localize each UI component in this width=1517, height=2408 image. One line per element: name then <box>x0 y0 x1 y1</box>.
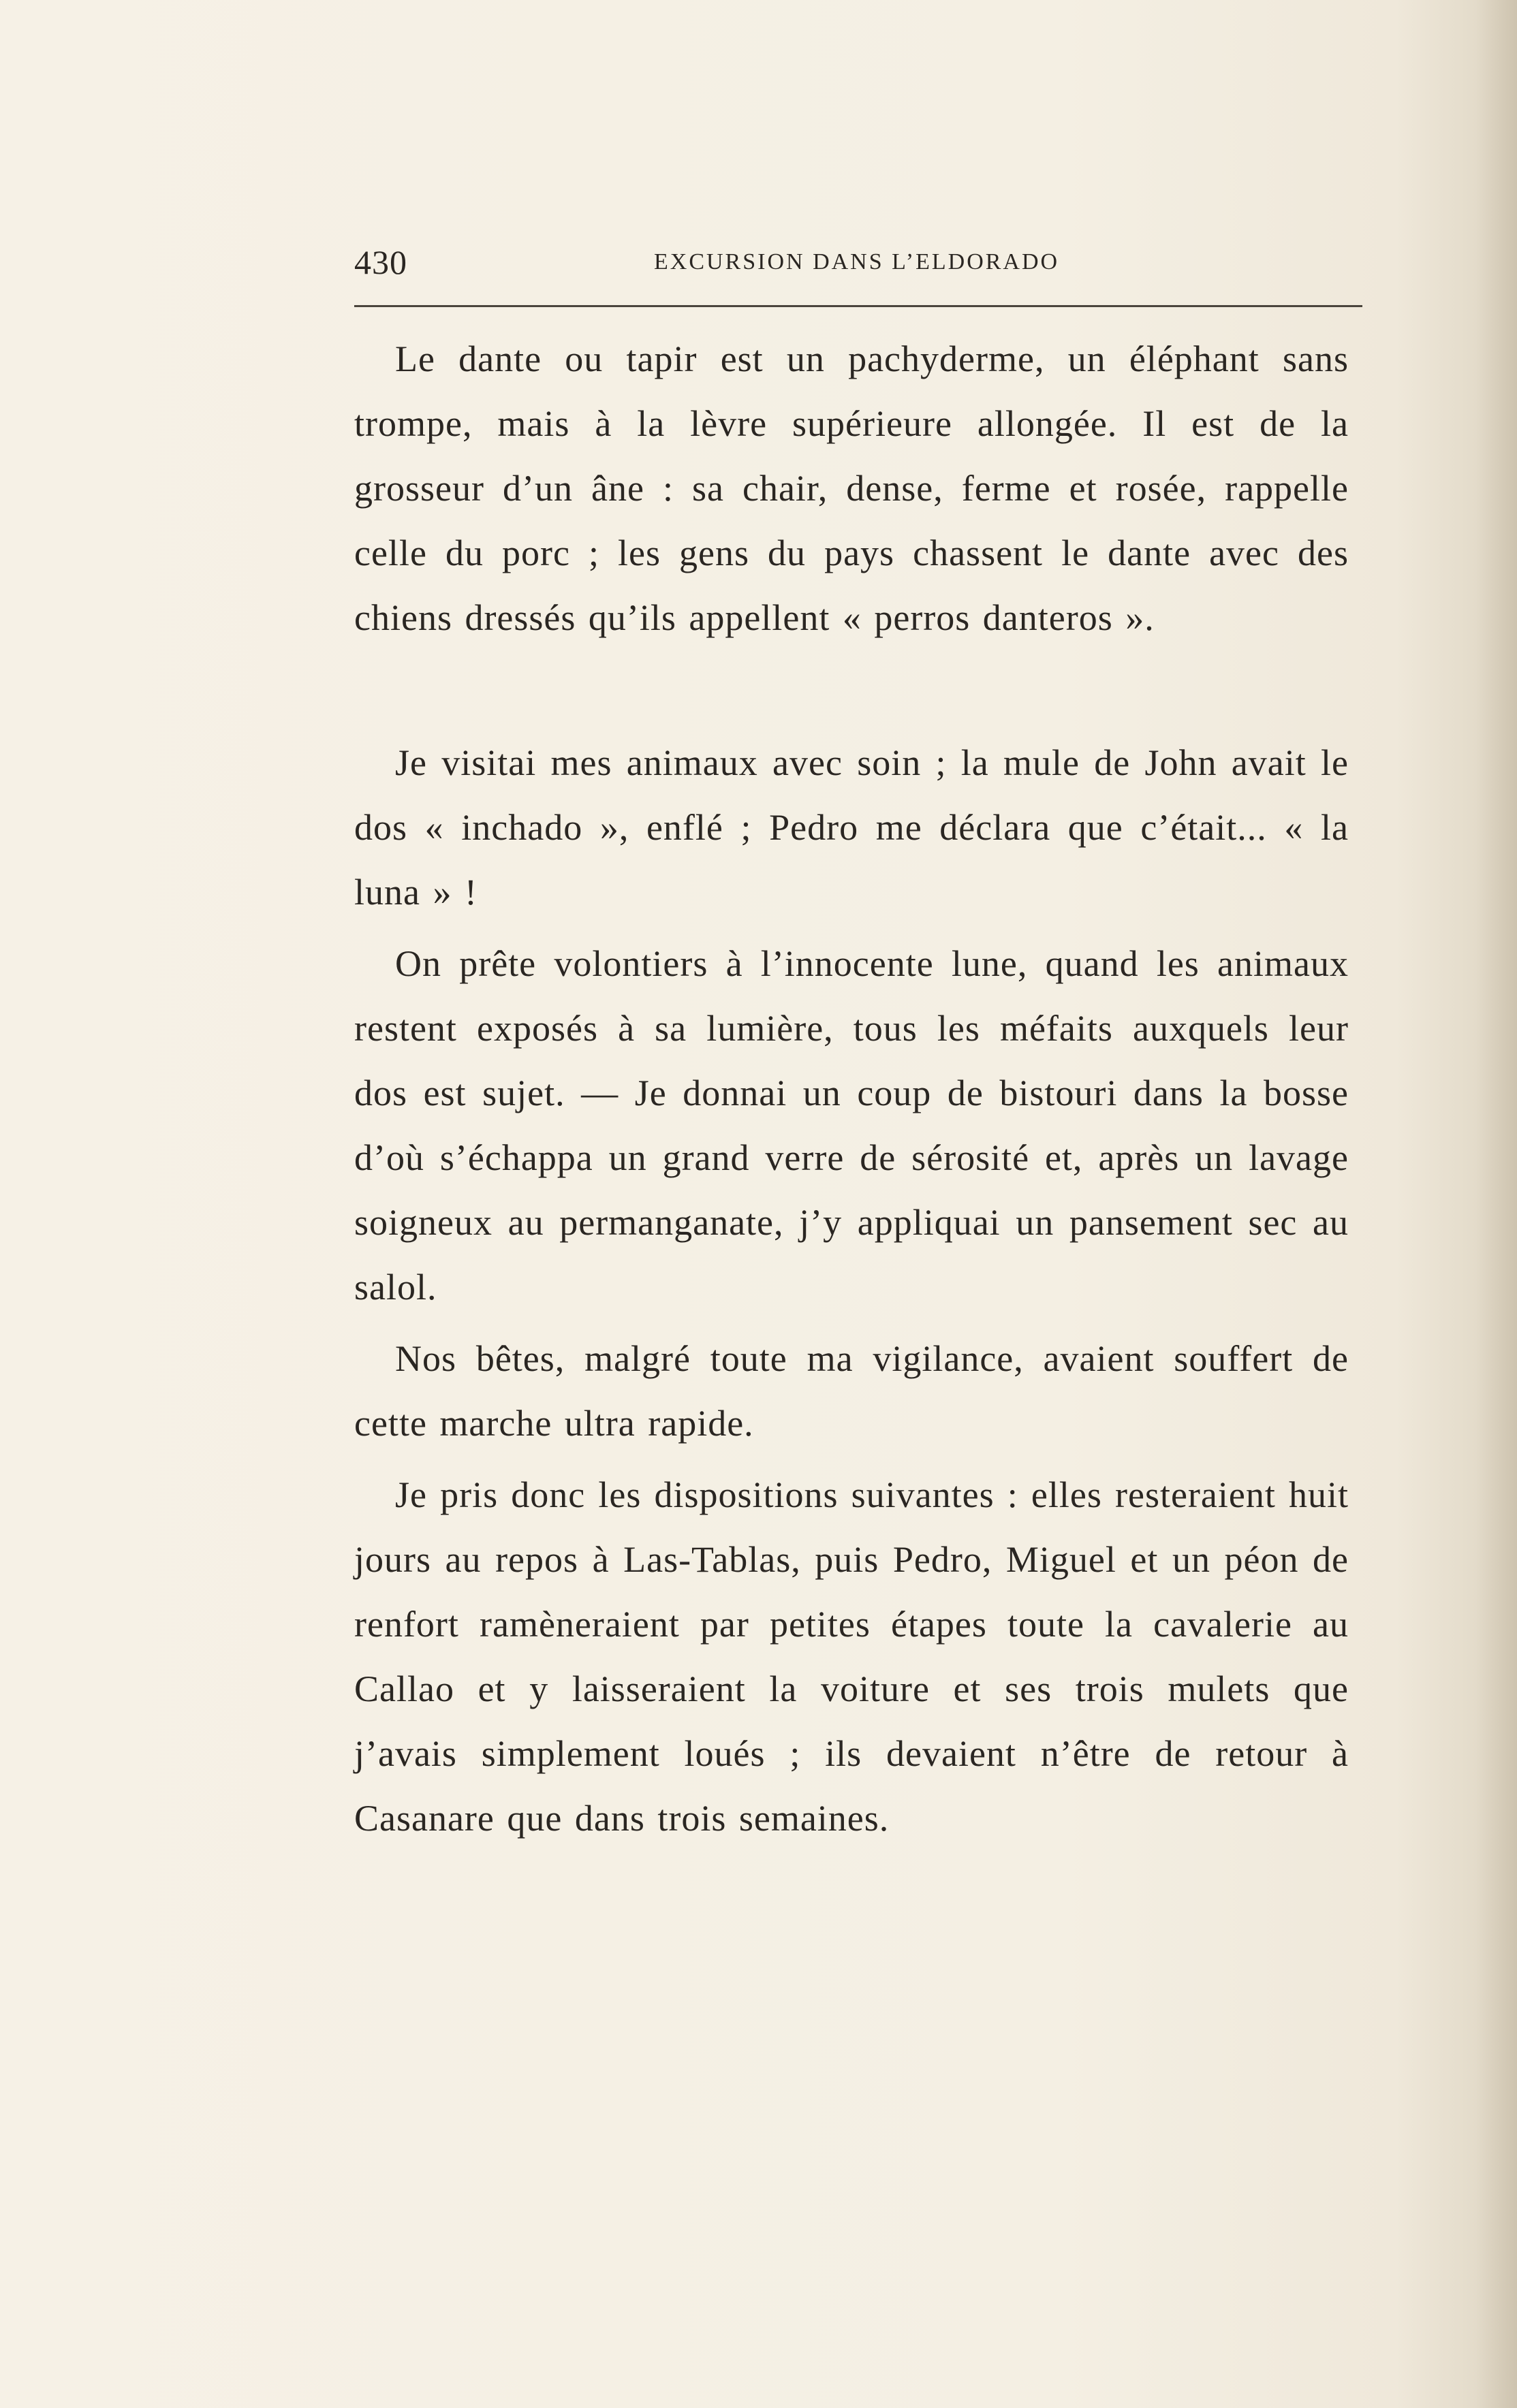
paragraph-animals-visit: Je visitai mes animaux avec soin ; la mule de John avait le dos « inchado », enflé ; Pedro me déclara que c’était... « la luna » ! <box>354 742 1349 913</box>
page-body <box>354 327 1349 1851</box>
paragraph-tapir: Le dante ou tapir est un pachyderme, un éléphant sans trompe, mais à la lèvre supérieure allongée. Il est de la grosseur d’un âne : sa chair, dense, ferme et rosée, rappelle celle du porc ; les gens du pays chassent le dante avec des chiens dressés qu’ils appellent « perros danteros ». <box>354 338 1349 638</box>
header-rule <box>354 305 1362 307</box>
running-title: EXCURSION DANS L’ELDORADO <box>654 249 1060 274</box>
running-header <box>354 238 1362 286</box>
paragraph-beasts-suffered: Nos bêtes, malgré toute ma vigilance, avaient souffert de cette marche ultra rapide. <box>354 1338 1349 1444</box>
paragraph-dispositions: Je pris donc les dispositions suivantes : elles resteraient huit jours au repos à Las-Tablas, puis Pedro, Miguel et un péon de renfort ramèneraient par petites étapes toute la cavalerie au Callao et y laisseraient la voiture et ses trois mulets que j’avais simplement loués ; ils devaient n’être de retour à Casanare que dans trois semaines. <box>354 1474 1349 1839</box>
paragraph-moon: On prête volontiers à l’innocente lune, quand les animaux restent exposés à sa lumière, tous les méfaits auxquels leur dos est sujet. — Je donnai un coup de bistouri dans la bosse d’où s’échappa un grand verre de sérosité et, après un lavage soigneux au permanganate, j’y appliquai un pansement sec au salol. <box>354 943 1349 1308</box>
page-number: 430 <box>354 243 407 281</box>
page-gutter-shadow <box>1476 0 1517 2408</box>
